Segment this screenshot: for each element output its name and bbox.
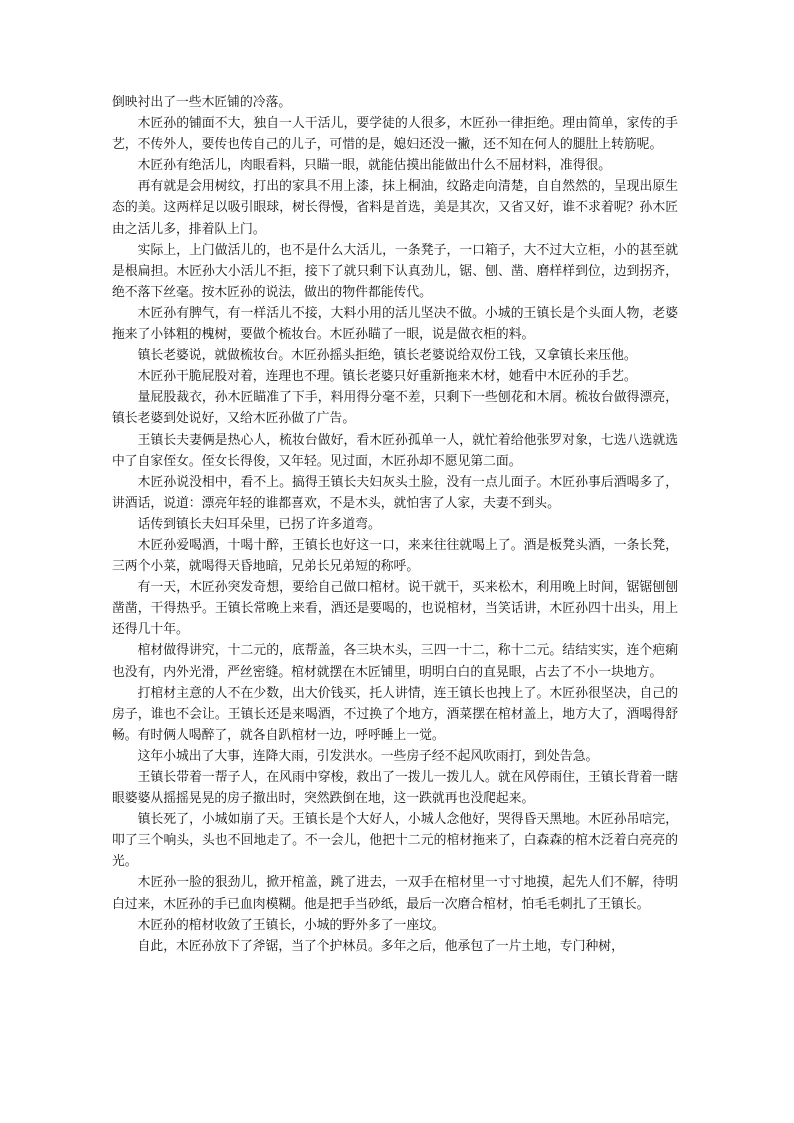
paragraph: 木匠孙的铺面不大，独自一人干活儿，要学徒的人很多，木匠孙一律拒绝。理由简单，家传的手艺，不传外人，要传也传自己的儿子，可惜的是，媳妇还没一撇，还不知在何人的腿肚上转筋呢。 — [112, 116, 678, 153]
paragraph: 木匠孙的棺材收敛了王镇长，小城的野外多了一座坟。 — [137, 917, 445, 933]
paragraph: 有一天，木匠孙突发奇想，要给自己做口棺材。说干就干，买来松木，利用晚上时间，锯锯刨刨凿凿，干得热乎。王镇长常晚上来看，酒还是要喝的，也说棺材，当笑话讲，木匠孙四十出头，用上还得几十年。 — [112, 580, 678, 638]
paragraph: 自此，木匠孙放下了斧锯，当了个护林员。多年之后，他承包了一片土地，专门种树， — [137, 938, 624, 954]
paragraph: 镇长老婆说，就做梳妆台。木匠孙摇头拒绝，镇长老婆说给双份工钱，又拿镇长来压他。 — [137, 348, 637, 364]
paragraph: 木匠孙有脾气，有一样活儿不接，大料小用的活儿坚决不做。小城的王镇长是个头面人物，老婆拖来了小钵粗的槐树，要做个梳妆台。木匠孙瞄了一眼，说是做衣柜的料。 — [112, 305, 678, 343]
paragraph: 木匠孙说没相中，看不上。搞得王镇长夫妇灰头土脸，没有一点儿面子。木匠孙事后酒喝多了，讲酒话，说道：漂亮年轻的谁都喜欢，不是木头，就怕害了人家，夫妻不到头。 — [112, 474, 678, 511]
paragraph: 打棺材主意的人不在少数，出大价钱买，托人讲情，连王镇长也拽上了。木匠孙很坚决，自己的房子，谁也不会让。王镇长还是来喝酒，不过换了个地方，酒菜摆在棺材盖上，地方大了，酒喝得舒畅。有时俩人喝醉了，就各自趴棺材一边，呼呼睡上一觉。 — [112, 685, 678, 743]
body-text — [112, 92, 678, 957]
paragraph: 棺材做得讲究，十二元的，底帮盖，各三块木头，三四一十二，称十二元。结结实实，连个疤痢也没有，内外光滑，严丝密缝。棺材就摆在木匠铺里，明明白白的直晃眼，占去了不小一块地方。 — [112, 643, 678, 680]
paragraph: 再有就是会用树纹，打出的家具不用上漆，抹上桐油，纹路走向清楚，自自然然的，呈现出原生态的美。这两样足以吸引眼球，树长得慢，省料是首选，美是其次，又省又好，谁不求着呢？孙木匠由之活儿多，排着队上门。 — [112, 179, 678, 237]
paragraph: 木匠孙干脆屁股对着，连理也不理。镇长老婆只好重新拖来木材，她看中木匠孙的手艺。 — [137, 369, 637, 385]
paragraph: 木匠孙爱喝酒，十喝十醉，王镇长也好这一口，来来往往就喝上了。酒是板凳头酒，一条长凳，三两个小菜，就喝得天昏地暗，兄弟长兄弟短的称呼。 — [112, 537, 678, 575]
paragraph: 王镇长带着一帮子人，在风雨中穿梭，救出了一拨儿一拨儿人。就在风停雨住，王镇长背着一瞎眼婆婆从摇摇晃晃的房子撤出时，突然跌倒在地，这一跌就再也没爬起来。 — [112, 770, 678, 807]
paragraph: 话传到镇长夫妇耳朵里，已拐了许多道弯。 — [137, 516, 381, 532]
paragraph: 量屁股裁衣，孙木匠瞄准了下手，料用得分毫不差，只剩下一些刨花和木屑。梳妆台做得漂亮，镇长老婆到处说好，又给木匠孙做了广告。 — [112, 390, 678, 427]
paragraph: 这年小城出了大事，连降大雨，引发洪水。一些房子经不起风吹雨打，到处告急。 — [137, 748, 599, 764]
paragraph: 木匠孙一脸的狠劲儿，掀开棺盖，跳了进去，一双手在棺材里一寸寸地摸，起先人们不解，待明白过来，木匠孙的手已血肉模糊。他是把手当砂纸，最后一次磨合棺材，怕毛毛刺扎了王镇长。 — [112, 875, 678, 912]
paragraph: 倒映衬出了一些木匠铺的冷落。 — [112, 95, 292, 110]
paragraph: 木匠孙有绝活儿，肉眼看料，只瞄一眼，就能估摸出能做出什么不屈材料，准得很。 — [137, 158, 612, 174]
paragraph: 实际上，上门做活儿的，也不是什么大活儿，一条凳子，一口箱子，大不过大立柜，小的甚至就是根扁担。木匠孙大小活儿不拒，接下了就只剩下认真劲儿，锯、刨、凿、磨样样到位，边到拐齐，绝不落下丝毫。按木匠孙的说法，做出的物件都能传代。 — [112, 242, 678, 300]
paragraph: 王镇长夫妻俩是热心人，梳妆台做好，看木匠孙孤单一人，就忙着给他张罗对象，七选八选就选中了自家侄女。侄女长得俊，又年轻。见过面，木匠孙却不愿见第二面。 — [112, 432, 678, 469]
paragraph: 镇长死了，小城如崩了天。王镇长是个大好人，小城人念他好，哭得昏天黑地。木匠孙吊唁完，叩了三个响头，头也不回地走了。不一会儿，他把十二元的棺材拖来了，白森森的棺木泛着白亮亮的光。 — [112, 812, 678, 870]
